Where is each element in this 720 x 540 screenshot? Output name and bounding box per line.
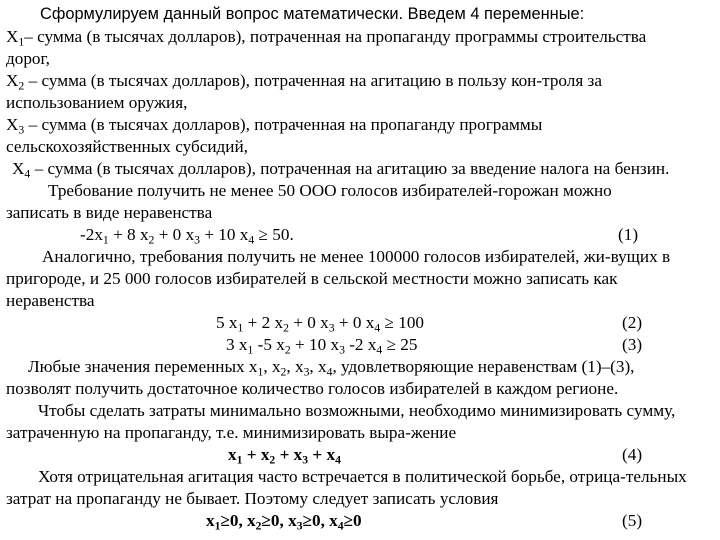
p2-line-2: записать в виде неравенства bbox=[6, 203, 213, 222]
p5-line-1: Чтобы сделать затраты минимально возможными, необходимо минимизировать сумму, bbox=[38, 401, 676, 420]
p4-line-1: Любые значения переменных $x_1$, $x_2$, $x_3$, $x_4$, удовлетворяющие неравенствам (1)–(3), bbox=[28, 357, 635, 379]
var-x2-line-1: $X_2$ – сумма (в тысячах долларов), потраченная на агитацию в пользу кон-троля за bbox=[6, 71, 602, 93]
inequality-3: 3 $x_1$ -5 $x_2 + 10$ $x_3$ -2 $x_4 \ge 25$ bbox=[226, 335, 418, 357]
var-x1-line-2: дорог, bbox=[6, 49, 50, 68]
var-x4-line: $X_4$ – сумма (в тысячах долларов), потраченная на агитацию за введение налога на бензин. bbox=[12, 159, 670, 181]
var-x3-line-1: $X_3$ – сумма (в тысячах долларов), потраченная на пропаганду программы bbox=[6, 115, 543, 137]
p5-line-2: затраченную на пропаганду, т.е. минимизировать выра-жение bbox=[6, 423, 457, 442]
p3-line-1: Аналогично, требования получить не менее 100000 голосов избирателей, жи-вущих в bbox=[42, 247, 671, 266]
var-x2-line-2: использованием оружия, bbox=[6, 93, 188, 112]
non-negativity-conditions: $x_1\ge 0$, $x_2\ge 0$, $x_3\ge 0$, $x_4\ge 0$ bbox=[206, 511, 362, 533]
intro-line: Сформулируем данный вопрос математически. Введем 4 переменные: bbox=[40, 5, 585, 23]
p6-line-2: затрат на пропаганду не бывает. Поэтому следует записать условия bbox=[6, 489, 499, 508]
equation-number-4: (4) bbox=[622, 445, 643, 464]
equation-number-2: (2) bbox=[622, 313, 643, 332]
p2-line-1: Требование получить не менее 50 ООО голосов избирателей-горожан можно bbox=[48, 181, 612, 200]
equation-number-3: (3) bbox=[622, 335, 643, 354]
p4-line-2: позволят получить достаточное количество голосов избирателей в каждом регионе. bbox=[6, 379, 619, 398]
inequality-2: 5 $x_1 + 2$ $x_2 + 0$ $x_3 + 0$ $x_4 \ge 100$ bbox=[216, 313, 425, 335]
equation-number-1: (1) bbox=[618, 225, 639, 244]
objective-expression: $x_1 + x_2 + x_3 + x_4$ bbox=[228, 445, 341, 467]
p3-line-2: пригороде, и 25 000 голосов избирателей в сельской местности можно записать как bbox=[6, 269, 618, 288]
p3-line-3: неравенства bbox=[6, 291, 95, 310]
var-x1-line-1: $X_1-$ сумма (в тысячах долларов), потраченная на пропаганду программы строительства bbox=[6, 27, 647, 49]
equation-number-5: (5) bbox=[622, 511, 643, 530]
var-x3-line-2: сельскохозяйственных субсидий, bbox=[6, 137, 248, 156]
inequality-1: $-2x_1 + 8$ $x_2 + 0$ $x_3 + 10$ $x_4 \ge 50$. bbox=[80, 225, 294, 247]
p6-line-1: Хотя отрицательная агитация часто встречается в политической борьбе, отрица-тельных bbox=[38, 467, 687, 486]
